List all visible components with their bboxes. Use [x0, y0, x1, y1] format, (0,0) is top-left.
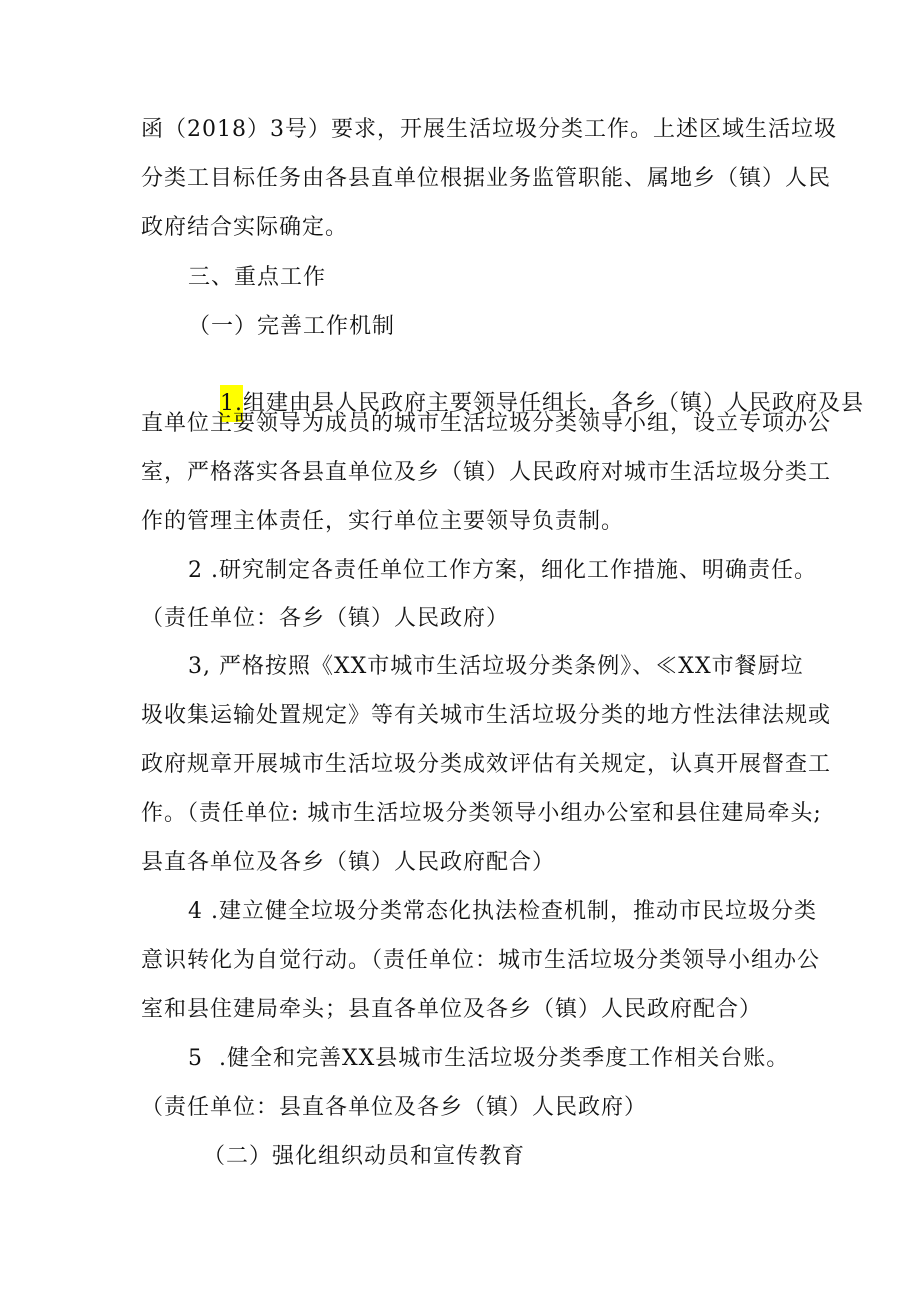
highlighted-number: 1.	[220, 385, 243, 422]
paragraph-line: （责任单位：县直各单位及各乡（镇）人民政府）	[141, 1095, 648, 1120]
paragraph-line: 政府规章开展城市生活垃圾分类成效评估有关规定，认真开展督查工	[141, 752, 832, 777]
paragraph-line: 圾收集运输处置规定》等有关城市生活垃圾分类的地方性法律法规或	[141, 703, 832, 728]
paragraph-line: 5 .健全和完善XX县城市生活垃圾分类季度工作相关台账。	[188, 1046, 790, 1071]
subsection-heading: （一）完善工作机制	[188, 314, 396, 339]
paragraph-line: 4 .建立健全垃圾分类常态化执法检查机制，推动市民垃圾分类	[188, 899, 817, 924]
paragraph-line: 2 .研究制定各责任单位工作方案，细化工作措施、明确责任。	[188, 558, 817, 583]
paragraph-line: 县直各单位及各乡（镇）人民政府配合）	[141, 850, 556, 875]
paragraph-line: 分类工目标任务由各县直单位根据业务监管职能、属地乡（镇）人民	[141, 166, 832, 191]
paragraph-line: 3, 严格按照《XX市城市生活垃圾分类条例》、≪XX市餐厨垃	[188, 654, 804, 679]
paragraph-line: 意识转化为自觉行动。（责任单位：城市生活垃圾分类领导小组办公	[141, 948, 821, 973]
paragraph-line: 直单位主要领导为成员的城市生活垃圾分类领导小组，设立专项办公	[141, 411, 832, 436]
section-heading: 三、重点工作	[188, 265, 327, 290]
paragraph-line: 函（2018）3号）要求，开展生活垃圾分类工作。上述区域生活垃圾	[141, 117, 837, 142]
paragraph-line: 室和县住建局牵头；县直各单位及各乡（镇）人民政府配合）	[141, 997, 763, 1022]
paragraph-line: 室，严格落实各县直单位及乡（镇）人民政府对城市生活垃圾分类工	[141, 460, 832, 485]
paragraph-line: 作的管理主体责任，实行单位主要领导负责制。	[141, 509, 625, 534]
paragraph-line: （责任单位：各乡（镇）人民政府）	[141, 606, 510, 631]
item-text: 组建由县人民政府主要领导任组长，各乡（镇）人民政府及县	[242, 391, 864, 416]
subsection-heading: （二）强化组织动员和宣传教育	[203, 1144, 526, 1169]
paragraph-line: 作。（责任单位: 城市生活垃圾分类领导小组办公室和县住建局牵头;	[141, 801, 822, 826]
paragraph-line: 政府结合实际确定。	[141, 215, 349, 240]
